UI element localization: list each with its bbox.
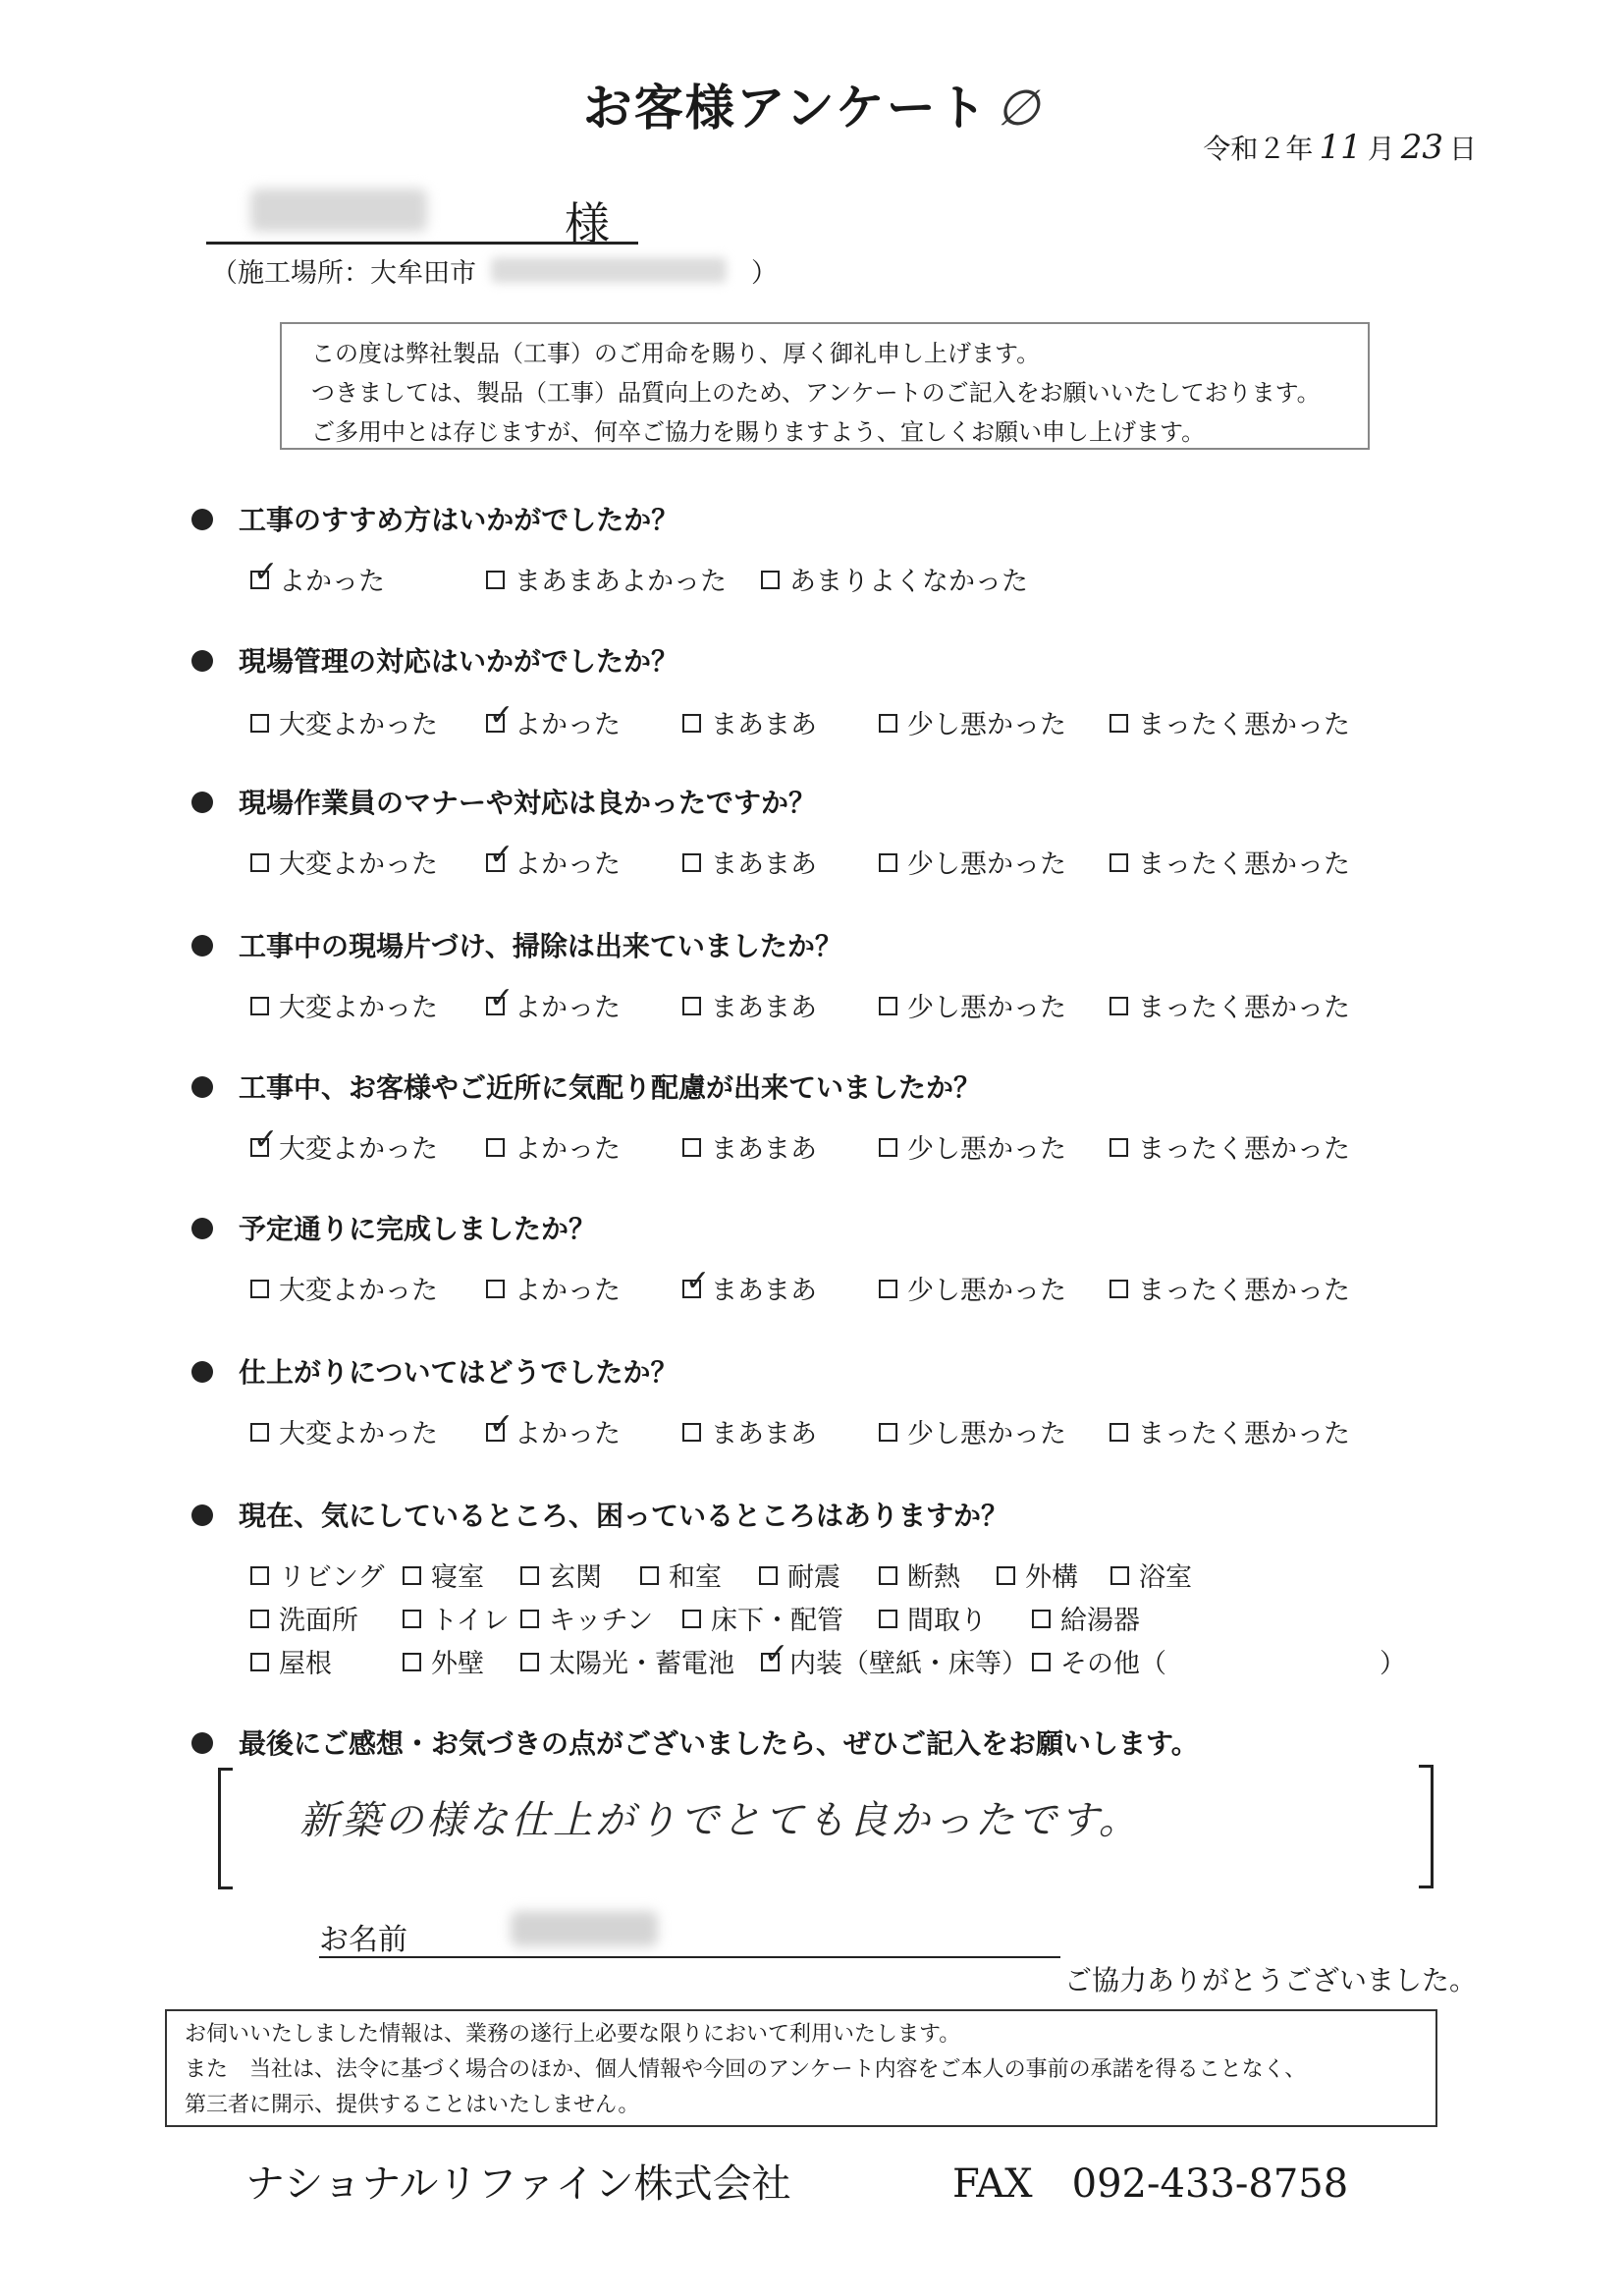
option-label: まあまあ (711, 710, 817, 740)
customer-honorific: 様 (565, 197, 610, 250)
question-text: 工事中、お客様やご近所に気配り配慮が出来ていましたか？ (239, 1071, 982, 1104)
thanks-text: ご協力ありがとうございました。 (1063, 1964, 1477, 1996)
option-label: 床下・配管 (711, 1606, 843, 1636)
title-handwritten-mark: ∅ (996, 80, 1042, 137)
option-checkbox[interactable] (250, 986, 438, 1024)
option-checkbox[interactable] (250, 1642, 332, 1680)
option-checkbox[interactable] (520, 1642, 734, 1680)
option-label: 大変よかった (279, 1276, 438, 1306)
option-checkbox[interactable] (250, 1412, 438, 1450)
question-text: 仕上がりについてはどうでしたか？ (239, 1356, 678, 1389)
option-label: 少し悪かった (907, 849, 1066, 880)
checkbox-icon[interactable] (682, 1423, 701, 1442)
option-checkbox[interactable] (486, 843, 621, 881)
option-checkbox[interactable] (1110, 703, 1350, 741)
option-checkbox[interactable] (879, 703, 1066, 741)
option-label: よかった (514, 1419, 621, 1449)
option-checkbox[interactable] (250, 703, 438, 741)
option-label: キッチン (549, 1606, 654, 1636)
checkbox-icon[interactable] (486, 1138, 505, 1157)
option-label: 玄関 (549, 1562, 602, 1593)
option-label: 少し悪かった (907, 1134, 1066, 1165)
option-checkbox[interactable] (250, 1599, 358, 1637)
checkbox-icon[interactable] (759, 1566, 778, 1585)
checkbox-checked-icon[interactable] (250, 571, 269, 589)
checkbox-icon[interactable] (879, 997, 897, 1015)
site-close-paren: ） (751, 258, 778, 289)
option-label: まあまあ (711, 1134, 817, 1165)
option-label: まあまあ (711, 1419, 817, 1449)
option-label: まあまあ (711, 1276, 817, 1306)
checkbox-icon[interactable] (761, 571, 780, 589)
option-label: まあまあ (711, 993, 817, 1023)
option-label: まあまあよかった (514, 567, 727, 597)
option-checkbox[interactable] (640, 1556, 722, 1594)
option-label: 大変よかった (279, 1419, 438, 1449)
option-checkbox[interactable] (1032, 1599, 1140, 1637)
intro-line: ご多用中とは存じますが、何卒ご協力を賜りますよう、宜しくお願い申し上げます。 (311, 418, 1206, 446)
option-checkbox[interactable] (1110, 1127, 1350, 1166)
option-label: よかった (514, 849, 621, 880)
checkbox-icon[interactable] (520, 1566, 539, 1585)
checkbox-icon[interactable] (250, 1280, 269, 1298)
option-label: 大変よかった (279, 710, 438, 740)
checkbox-icon[interactable] (250, 1566, 269, 1585)
option-label: その他（ (1060, 1649, 1166, 1679)
option-label: 浴室 (1139, 1562, 1192, 1593)
question-2 (191, 640, 678, 680)
option-label: あまりよくなかった (789, 567, 1028, 597)
checkbox-icon[interactable] (403, 1566, 421, 1585)
checkbox-icon[interactable] (1032, 1610, 1051, 1628)
option-checkbox[interactable] (403, 1642, 484, 1680)
bullet-icon (191, 650, 213, 672)
option-checkbox[interactable] (1110, 1412, 1350, 1450)
survey-date (1203, 128, 1477, 167)
checkbox-icon[interactable] (250, 1653, 269, 1671)
checkbox-checked-icon[interactable] (761, 1653, 780, 1671)
option-label: よかった (514, 710, 621, 740)
intro-line: つきましては、製品（工事）品質向上のため、アンケートのご記入をお願いいたしております。 (311, 379, 1321, 407)
option-label: 屋根 (279, 1649, 332, 1679)
option-label: 耐震 (787, 1562, 840, 1593)
option-checkbox[interactable] (682, 1127, 817, 1166)
comment-handwritten[interactable]: 新築の様な仕上がりでとても良かったです。 (299, 1798, 1141, 1843)
option-label: まったく悪かった (1138, 1276, 1350, 1306)
option-label: 少し悪かった (907, 993, 1066, 1023)
checkbox-icon[interactable] (250, 1423, 269, 1442)
checkbox-icon[interactable] (682, 1138, 701, 1157)
option-checkbox[interactable] (682, 1269, 817, 1307)
option-label: まあまあ (711, 849, 817, 880)
option-checkbox[interactable] (250, 1556, 384, 1594)
privacy-notice (165, 2009, 1437, 2127)
option-label: まったく悪かった (1138, 849, 1350, 880)
option-checkbox[interactable] (250, 1269, 438, 1307)
intro-box (280, 322, 1370, 450)
other-close-paren: ） (1380, 1649, 1406, 1679)
option-label: 給湯器 (1060, 1606, 1140, 1636)
checkbox-icon[interactable] (879, 1423, 897, 1442)
option-checkbox[interactable] (759, 1556, 840, 1594)
bullet-icon (191, 1076, 213, 1098)
option-label: 外構 (1025, 1562, 1078, 1593)
option-label: まったく悪かった (1138, 993, 1350, 1023)
name-label: お名前 (319, 1923, 407, 1957)
option-checkbox[interactable] (761, 1642, 1028, 1680)
option-label: よかった (514, 1276, 621, 1306)
option-checkbox[interactable] (879, 1556, 960, 1594)
checkbox-icon[interactable] (1032, 1653, 1051, 1671)
question-text: 現場管理の対応はいかがでしたか？ (239, 645, 679, 678)
option-label: 大変よかった (279, 849, 438, 880)
option-checkbox[interactable] (403, 1599, 510, 1637)
checkbox-checked-icon[interactable] (486, 853, 505, 872)
checkbox-icon[interactable] (250, 714, 269, 733)
option-label: 少し悪かった (907, 1276, 1066, 1306)
option-checkbox[interactable] (1110, 1556, 1192, 1594)
checkbox-icon[interactable] (997, 1566, 1015, 1585)
question-1 (191, 499, 678, 538)
option-label: 大変よかった (279, 1134, 438, 1165)
option-label: 外壁 (431, 1649, 484, 1679)
name-underline[interactable] (319, 1956, 1060, 1958)
option-label: 和室 (669, 1562, 722, 1593)
option-checkbox[interactable] (250, 1127, 438, 1166)
option-checkbox[interactable] (879, 1599, 987, 1637)
option-label: よかった (514, 1134, 621, 1165)
checkbox-checked-icon[interactable] (486, 714, 505, 733)
option-checkbox[interactable] (520, 1599, 653, 1637)
intro-line: この度は弊社製品（工事）のご用命を賜り、厚く御礼申し上げます。 (311, 340, 1041, 367)
checkbox-icon[interactable] (640, 1566, 659, 1585)
checkbox-icon[interactable] (520, 1610, 539, 1628)
bullet-icon (191, 1361, 213, 1383)
checkbox-checked-icon[interactable] (486, 1423, 505, 1442)
checkbox-icon[interactable] (682, 997, 701, 1015)
option-label: トイレ (431, 1606, 510, 1636)
option-checkbox[interactable] (879, 1127, 1066, 1166)
checkbox-icon[interactable] (1110, 1423, 1128, 1442)
checkbox-icon[interactable] (682, 714, 701, 733)
checkbox-icon[interactable] (250, 997, 269, 1015)
option-checkbox[interactable] (879, 843, 1066, 881)
bullet-icon (191, 1732, 213, 1754)
option-checkbox[interactable] (879, 986, 1066, 1024)
date-month-suffix: 月 (1367, 133, 1395, 165)
question-final (191, 1722, 1199, 1762)
option-label: 断熱 (907, 1562, 960, 1593)
date-era: 令和２年 (1203, 133, 1314, 165)
option-label: 大変よかった (279, 993, 438, 1023)
question-3 (191, 782, 816, 821)
option-checkbox[interactable] (403, 1556, 484, 1594)
bullet-icon (191, 1504, 213, 1526)
checkbox-icon[interactable] (682, 1610, 701, 1628)
option-checkbox[interactable] (997, 1556, 1078, 1594)
option-checkbox[interactable] (250, 560, 385, 598)
privacy-line: お伺いいたしました情報は、業務の遂行上必要な限りにおいて利用いたします。 (185, 2022, 961, 2047)
option-label: 少し悪かった (907, 1419, 1066, 1449)
checkbox-icon[interactable] (1110, 714, 1128, 733)
fax-number: FAX 092-433-8758 (952, 2161, 1349, 2207)
option-label: まったく悪かった (1138, 1419, 1350, 1449)
checkbox-icon[interactable] (879, 853, 897, 872)
option-checkbox[interactable] (682, 1412, 817, 1450)
comment-bracket-right (1419, 1765, 1434, 1888)
question-text: 現場作業員のマナーや対応は良かったですか？ (239, 787, 817, 819)
checkbox-icon[interactable] (879, 1610, 897, 1628)
option-label: 洗面所 (279, 1606, 358, 1636)
option-label: まったく悪かった (1138, 710, 1350, 740)
date-day-suffix: 日 (1448, 133, 1477, 165)
question-7 (191, 1351, 677, 1391)
option-checkbox[interactable] (682, 843, 817, 881)
option-checkbox[interactable] (250, 843, 438, 881)
site-label: （施工場所：大牟田市 (211, 258, 476, 289)
checkbox-icon[interactable] (403, 1610, 421, 1628)
date-day: 23 (1400, 128, 1443, 167)
option-checkbox[interactable] (486, 1412, 621, 1450)
option-checkbox[interactable] (520, 1556, 602, 1594)
option-checkbox[interactable] (1110, 1269, 1350, 1307)
checkbox-icon[interactable] (250, 1610, 269, 1628)
comment-bracket-left (218, 1768, 233, 1889)
bullet-icon (191, 1218, 213, 1239)
option-checkbox[interactable] (1110, 986, 1350, 1024)
option-label: 太陽光・蓄電池 (549, 1649, 734, 1679)
option-checkbox[interactable] (682, 986, 817, 1024)
checkbox-icon[interactable] (1110, 853, 1128, 872)
option-checkbox[interactable] (761, 560, 1028, 598)
option-label: 間取り (907, 1606, 987, 1636)
option-label: よかった (514, 993, 621, 1023)
checkbox-icon[interactable] (1110, 1566, 1129, 1585)
checkbox-icon[interactable] (403, 1653, 421, 1671)
checkbox-icon[interactable] (1110, 997, 1128, 1015)
privacy-line: 第三者に開示、提供することはいたしません。 (185, 2093, 640, 2117)
option-checkbox[interactable] (486, 1269, 621, 1307)
checkbox-icon[interactable] (250, 853, 269, 872)
checkbox-checked-icon[interactable] (486, 997, 505, 1015)
option-label: 内装（壁紙・床等） (789, 1649, 1028, 1679)
question-4 (191, 925, 842, 964)
checkbox-icon[interactable] (486, 1280, 505, 1298)
checkbox-icon[interactable] (879, 714, 897, 733)
option-label: リビング (279, 1562, 385, 1593)
checkbox-icon[interactable] (879, 1280, 897, 1298)
option-checkbox[interactable] (682, 1599, 843, 1637)
question-concerns (191, 1495, 1008, 1534)
question-text: 工事のすすめ方はいかがでしたか？ (239, 504, 679, 536)
bullet-icon (191, 792, 213, 813)
option-checkbox[interactable] (879, 1269, 1066, 1307)
option-label: 少し悪かった (907, 710, 1066, 740)
checkbox-icon[interactable] (520, 1653, 539, 1671)
question-6 (191, 1208, 596, 1247)
checkbox-icon[interactable] (879, 1566, 897, 1585)
checkbox-checked-icon[interactable] (250, 1138, 269, 1157)
option-checkbox[interactable] (486, 703, 621, 741)
bullet-icon (191, 935, 213, 957)
option-checkbox[interactable] (486, 986, 621, 1024)
checkbox-icon[interactable] (1110, 1280, 1128, 1298)
checkbox-icon[interactable] (1110, 1138, 1128, 1157)
site-address-redacted (491, 257, 727, 283)
question-5 (191, 1066, 981, 1106)
question-text: 工事中の現場片づけ、掃除は出来ていましたか？ (239, 930, 842, 962)
privacy-line: また 当社は、法令に基づく場合のほか、個人情報や今回のアンケート内容をご本人の事前の承諾を得ることなく、 (185, 2057, 1307, 2082)
customer-name-redacted (250, 189, 427, 232)
question-text: 現在、気にしているところ、困っているところはありますか？ (239, 1500, 1009, 1532)
option-checkbox[interactable] (682, 703, 817, 741)
option-label: 寝室 (431, 1562, 484, 1593)
title-text: お客様アンケート (582, 80, 989, 137)
option-checkbox[interactable] (1032, 1642, 1166, 1680)
customer-underline (206, 242, 638, 245)
option-checkbox[interactable] (1110, 843, 1350, 881)
checkbox-icon[interactable] (486, 571, 505, 589)
option-checkbox[interactable] (879, 1412, 1066, 1450)
question-text: 予定通りに完成しましたか？ (239, 1213, 597, 1245)
checkbox-checked-icon[interactable] (682, 1280, 701, 1298)
checkbox-icon[interactable] (879, 1138, 897, 1157)
bullet-icon (191, 509, 213, 530)
option-label: よかった (279, 567, 385, 597)
question-text: 最後にご感想・お気づきの点がございましたら、ぜひご記入をお願いします。 (239, 1727, 1199, 1760)
respondent-name-redacted (511, 1911, 658, 1946)
option-checkbox[interactable] (486, 560, 727, 598)
option-label: まったく悪かった (1138, 1134, 1350, 1165)
option-checkbox[interactable] (486, 1127, 621, 1166)
company-name: ナショナルリファイン株式会社 (245, 2161, 791, 2207)
date-month: 11 (1319, 128, 1362, 167)
checkbox-icon[interactable] (682, 853, 701, 872)
